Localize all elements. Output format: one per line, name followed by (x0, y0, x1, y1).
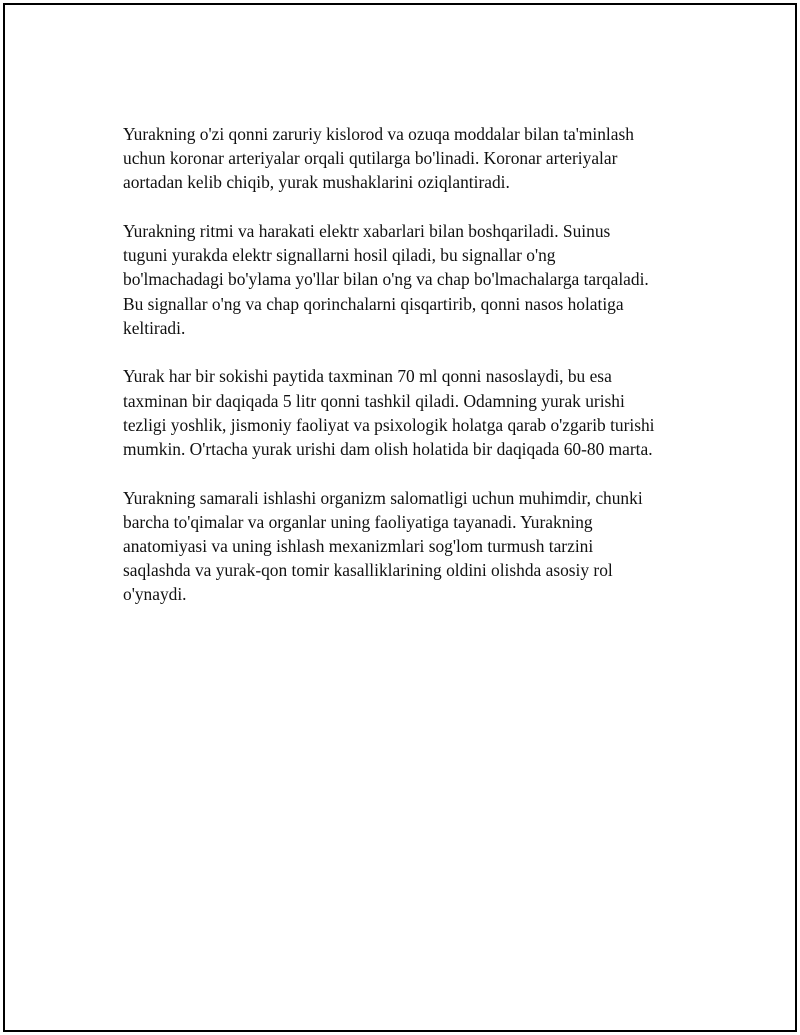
text-line: bo'lmachadagi bo'ylama yo'llar bilan o'ng va chap bo'lmachalarga tarqaladi. (123, 269, 649, 290)
text-line: keltiradi. (123, 317, 186, 338)
paragraph-health (123, 486, 693, 607)
paragraph-rhythm (123, 219, 693, 340)
text-line: o'ynaydi. (123, 584, 187, 605)
text-line: barcha to'qimalar va organlar uning faoliyatiga tayanadi. Yurakning (123, 511, 593, 532)
text-line: Yurakning ritmi va harakati elektr xabarlari bilan boshqariladi. Suinus (123, 221, 611, 241)
text-line: tezligi yoshlik, jismoniy faoliyat va psixologik holatga qarab o'zgarib turishi (123, 414, 655, 435)
paragraph-output (123, 364, 693, 461)
text-line: taxminan bir daqiqada 5 litr qonni tashkil qiladi. Odamning yurak urishi (123, 390, 625, 411)
text-line: Yurakning samarali ishlashi organizm salomatligi uchun muhimdir, chunki (123, 487, 643, 508)
text-line: Yurakning o'zi qonni zaruriy kislorod va ozuqa moddalar bilan ta'minlash (123, 124, 634, 144)
paragraph-coronary (123, 122, 693, 195)
text-line: mumkin. O'rtacha yurak urishi dam olish holatida bir daqiqada 60-80 marta. (123, 439, 653, 460)
text-line: aortadan kelib chiqib, yurak mushaklarini oziqlantiradi. (123, 172, 510, 193)
document-body (123, 122, 693, 631)
text-line: uchun koronar arteriyalar orqali qutilarga bo'linadi. Koronar arteriyalar (123, 148, 618, 169)
text-line: Yurak har bir sokishi paytida taxminan 70 ml qonni nasoslaydi, bu esa (123, 366, 612, 387)
text-line: saqlashda va yurak-qon tomir kasalliklarining oldini olishda asosiy rol (123, 560, 613, 581)
text-line: anatomiyasi va uning ishlash mexanizmlari sog'lom turmush tarzini (123, 536, 594, 557)
page-border (3, 3, 797, 1032)
text-line: tuguni yurakda elektr signallarni hosil qiladi, bu signallar o'ng (123, 245, 556, 266)
text-line: Bu signallar o'ng va chap qorinchalarni qisqartirib, qonni nasos holatiga (123, 293, 624, 314)
